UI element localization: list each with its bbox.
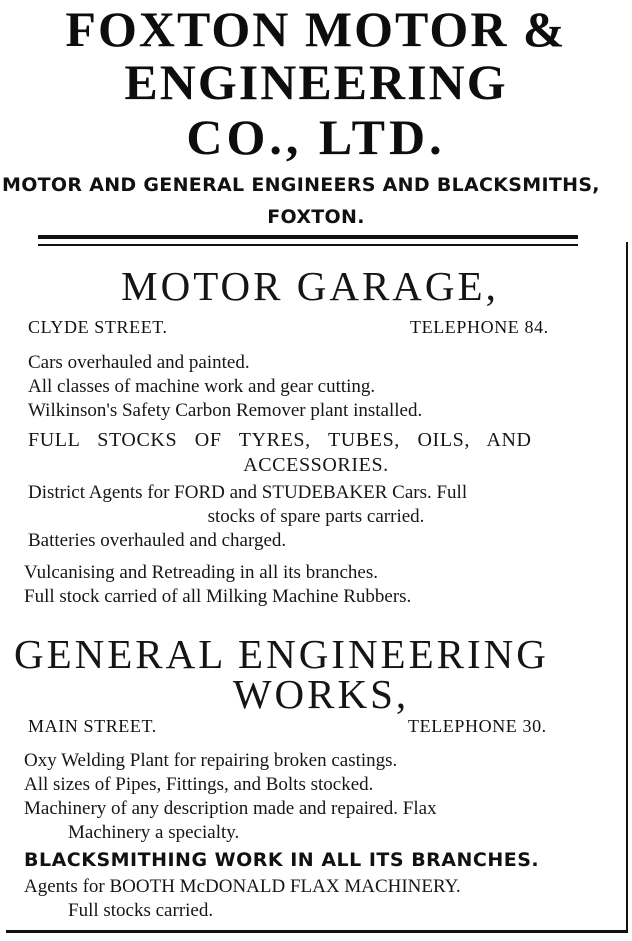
bottom-border bbox=[6, 930, 628, 933]
blacksmithing-line: BLACKSMITHING WORK IN ALL ITS BRANCHES. bbox=[24, 849, 540, 871]
header-divider-thick bbox=[38, 235, 578, 239]
company-name-line-3: CO., LTD. bbox=[186, 109, 446, 165]
garage-service-line: Full stock carried of all Milking Machine Rubbers. bbox=[24, 586, 412, 607]
works-service-line: Oxy Welding Plant for repairing broken castings. bbox=[24, 750, 398, 771]
works-service-line: Machinery of any description made and repaired. Flax bbox=[24, 798, 437, 819]
garage-service-line: All classes of machine work and gear cutting. bbox=[28, 376, 376, 397]
garage-agents-line: District Agents for FORD and STUDEBAKER Cars. Full bbox=[28, 482, 468, 503]
garage-agents-line: stocks of spare parts carried. bbox=[207, 506, 425, 527]
garage-section-title: MOTOR GARAGE, bbox=[121, 263, 499, 309]
works-service-line: Machinery a specialty. bbox=[68, 822, 240, 843]
right-border bbox=[626, 242, 628, 932]
business-description: MOTOR AND GENERAL ENGINEERS AND BLACKSMITHS, bbox=[2, 174, 600, 196]
company-name-line-1: FOXTON MOTOR & bbox=[65, 1, 567, 57]
business-location: FOXTON. bbox=[267, 206, 365, 228]
garage-stock-line: ACCESSORIES. bbox=[243, 454, 389, 476]
works-street: MAIN STREET. bbox=[28, 716, 157, 736]
garage-telephone: TELEPHONE 84. bbox=[410, 317, 549, 337]
works-section-title-line-2: WORKS, bbox=[232, 671, 410, 717]
garage-street: CLYDE STREET. bbox=[28, 317, 168, 337]
garage-service-line: Cars overhauled and painted. bbox=[28, 352, 250, 373]
garage-service-line: Batteries overhauled and charged. bbox=[28, 530, 287, 551]
company-name-line-2: ENGINEERING bbox=[124, 54, 508, 110]
works-section-title-line-1: GENERAL ENGINEERING bbox=[14, 631, 549, 677]
header-divider-thin bbox=[38, 244, 578, 246]
works-agents-line: Full stocks carried. bbox=[68, 900, 214, 921]
garage-service-line: Vulcanising and Retreading in all its branches. bbox=[24, 562, 378, 583]
works-agents-line: Agents for BOOTH McDONALD FLAX MACHINERY. bbox=[24, 876, 461, 897]
works-telephone: TELEPHONE 30. bbox=[408, 716, 547, 736]
works-service-line: All sizes of Pipes, Fittings, and Bolts stocked. bbox=[24, 774, 374, 795]
garage-stock-line: FULL STOCKS OF TYRES, TUBES, OILS, AND bbox=[28, 429, 532, 451]
garage-service-line: Wilkinson's Safety Carbon Remover plant installed. bbox=[28, 400, 423, 421]
